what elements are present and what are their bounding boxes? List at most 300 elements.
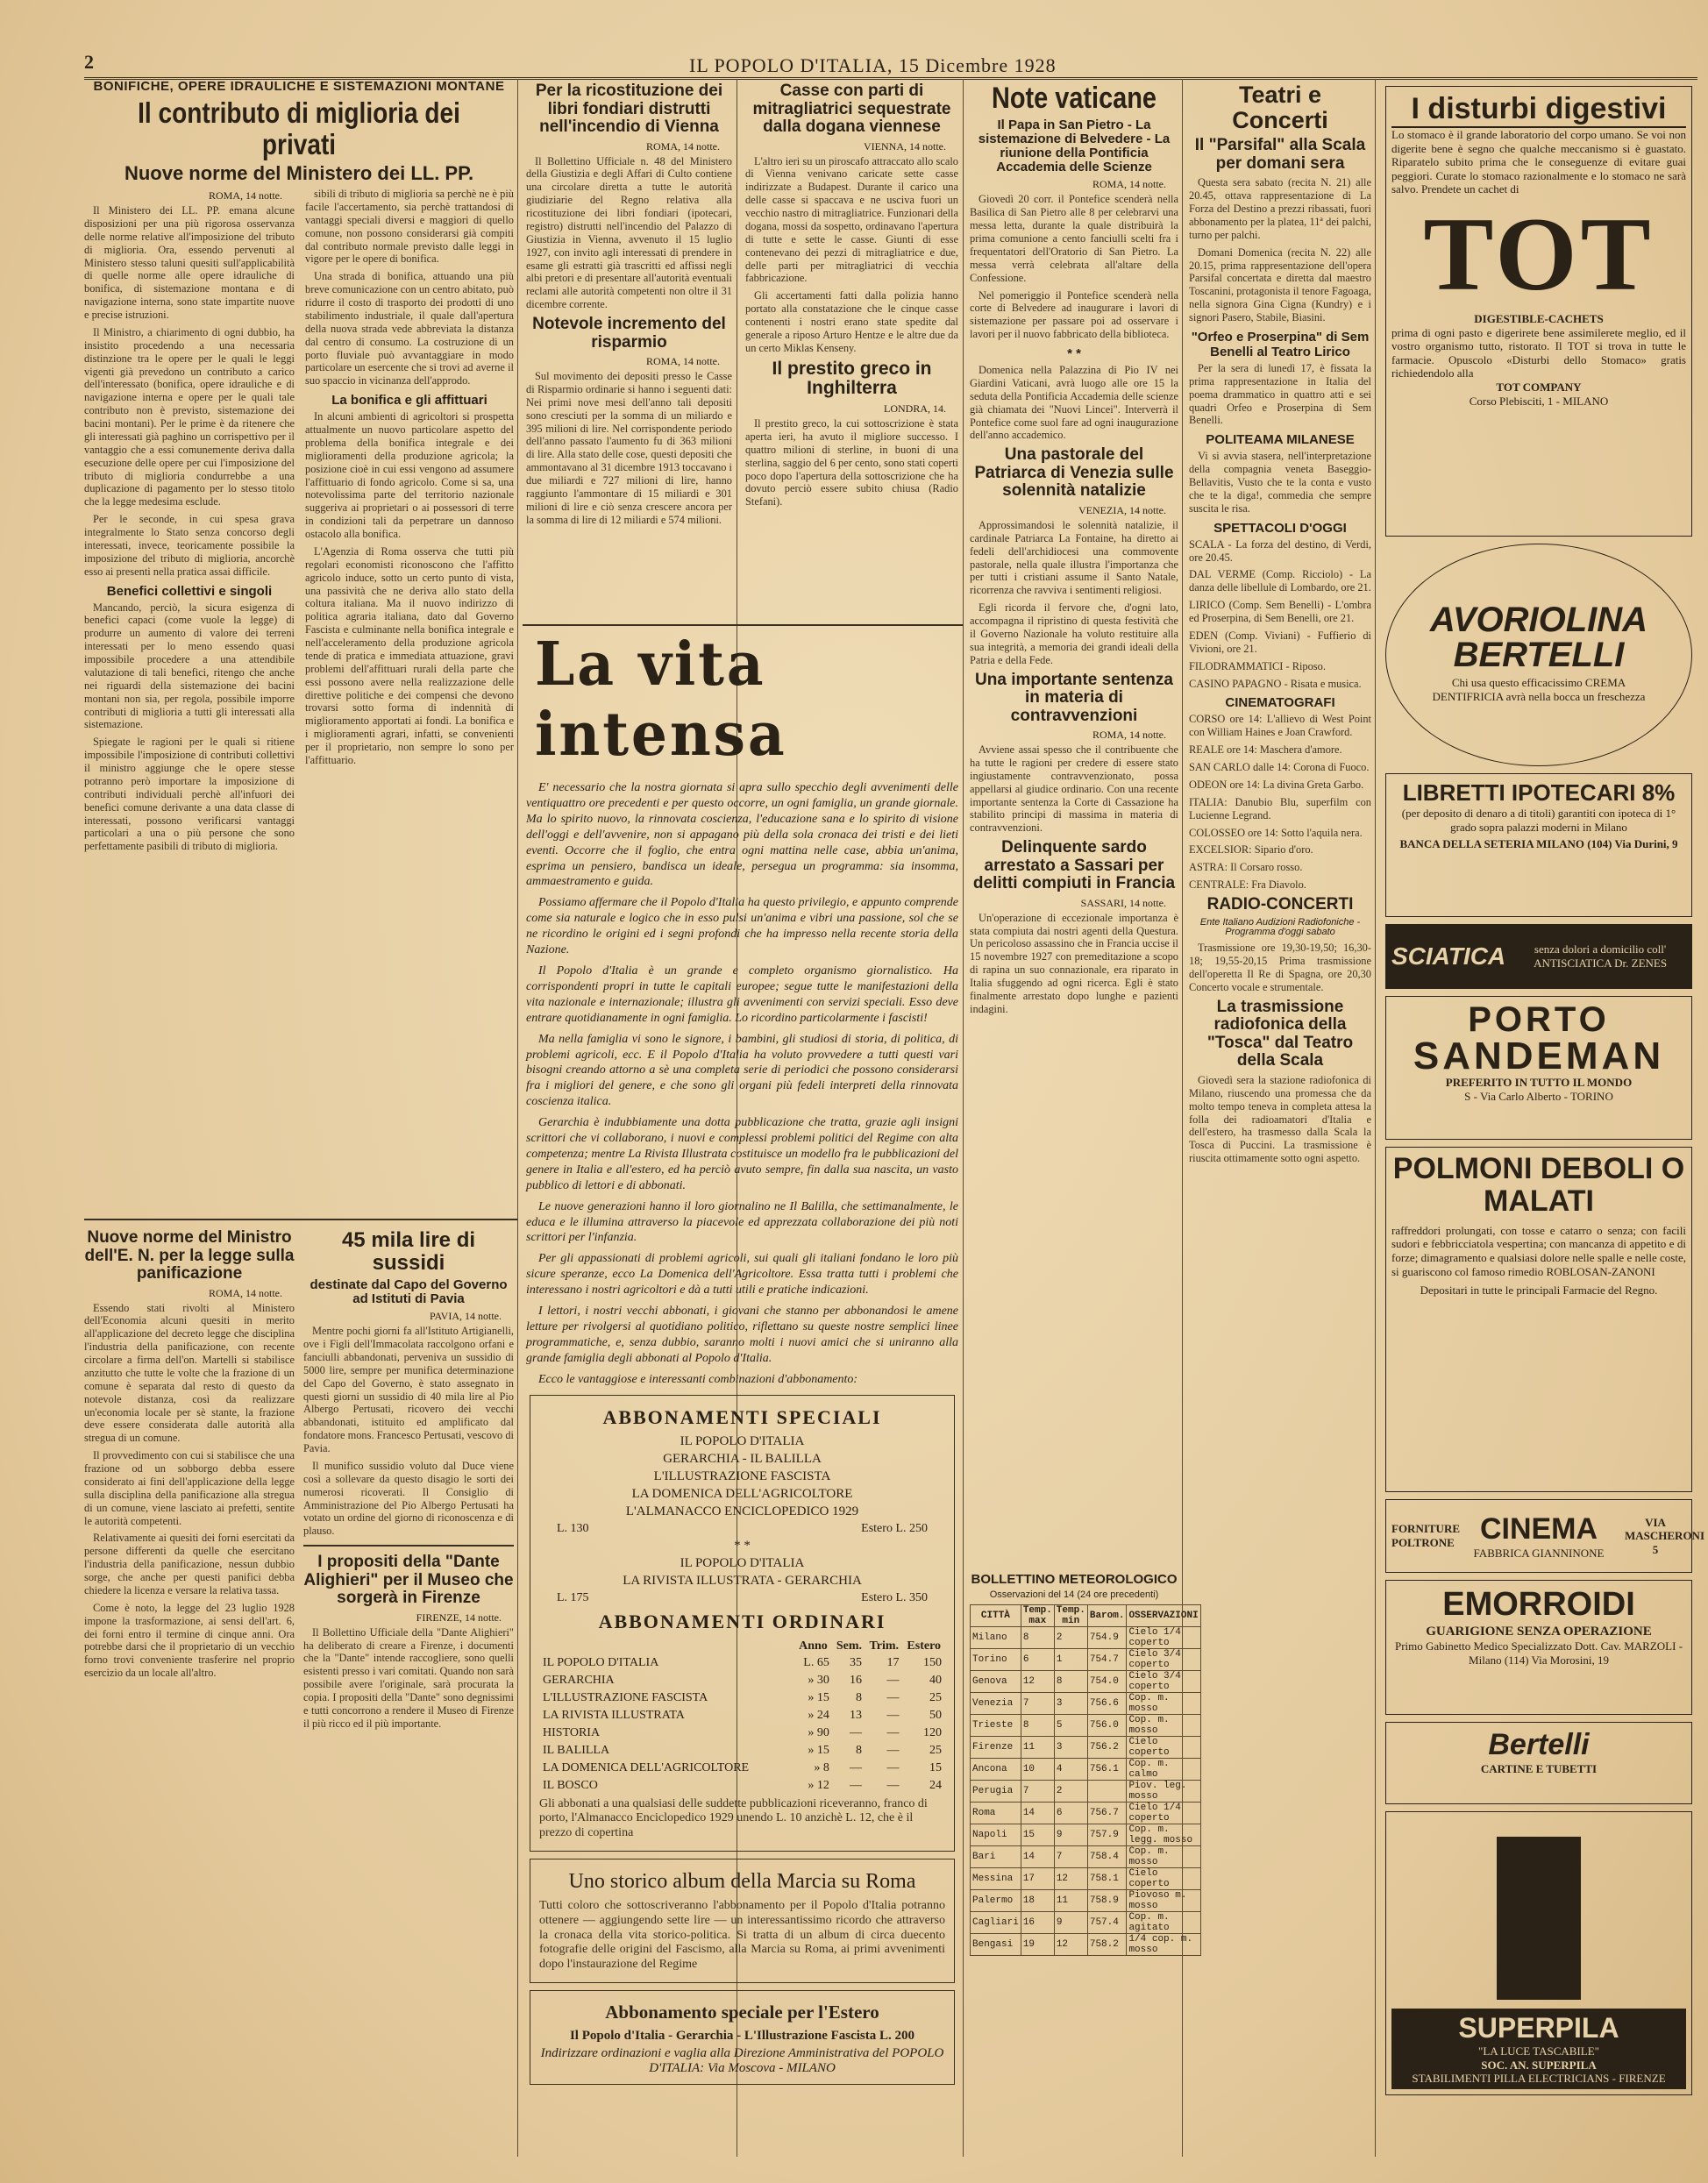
subheadline: Ente Italiano Audizioni Radiofoniche - Programma d'oggi sabato xyxy=(1199,916,1361,938)
headline: Una importante sentenza in materia di contravvenzioni xyxy=(975,670,1173,725)
ad-polmoni xyxy=(1385,1147,1692,1492)
paragraph: Il Popolo d'Italia è un grande e completo organismo giornalistico. Ha corrispondenti propri in tutte le capitali europee; segue tutte le manifestazioni della vita nazionale e internazionale; illustra gli avvenimenti con servizi speciali. Esso deve entrare quotidianamente in ogni famiglia. Lo ricordino particolarmente i fascisti! xyxy=(526,964,958,1025)
table-row xyxy=(539,1707,945,1724)
headline: Una pastorale del Patriarca di Venezia sulle solennità natalizie xyxy=(974,445,1174,501)
table-cell: Piovoso m. mosso xyxy=(1127,1890,1200,1912)
table-cell: 1/4 cop. m. mosso xyxy=(1127,1934,1200,1956)
table-cell: 9 xyxy=(1054,1912,1087,1934)
table-cell: 754.9 xyxy=(1087,1627,1127,1649)
table-cell: 756.6 xyxy=(1087,1693,1127,1715)
dateline: PAVIA, 14 notte. xyxy=(429,1310,502,1323)
table-row xyxy=(971,1912,1201,1934)
ad-address: VIA MASCHERONI 5 xyxy=(1625,1515,1705,1556)
table-row xyxy=(971,1649,1201,1671)
feature-title: La vita intensa xyxy=(535,629,787,770)
price-row xyxy=(539,1591,945,1605)
dateline: ROMA, 14 notte. xyxy=(646,139,720,153)
paragraph: Tutti coloro che sottoscriveranno l'abbonamento per il Popolo d'Italia potranno ottenere — aggiungendo sette lire — un interessantissimo ricordo che attraverso la cronaca della vita storico-politica. Si tratta di un album di circa duecento fotografie delle origini del Fascismo, alla Marcia su Roma, ai primi avvenimenti dopo l'instaurazione del Regime xyxy=(539,1899,945,1972)
table-cell: L. 65 xyxy=(803,1655,829,1669)
subheadline: Nuove norme del Ministero dei LL. PP. xyxy=(124,162,474,185)
paragraph: Per gli appassionati di problemi agricoli, sui quali gli italiani fondano le loro più sicure speranze, ecco La Domenica dell'Agricoltore. Essa tratta tutti i problemi che interessano i nostri agricoltori e dà a tutti utili e pratiche indicazioni. xyxy=(526,1252,958,1298)
paragraph: Vi si avvia stasera, nell'interpretazione della compagnia veneta Baseggio-Bellavitis, Vusto che te la conta e vusto che te la diga!, commedia che sempre suscita le risa. xyxy=(1189,450,1371,515)
paragraph: Il provvedimento con cui si stabilisce che una frazione od un sobborgo debba essere considerato ai fini dell'applicazione della legge sulla disciplina della panificazione alla stregua di un comune, viene lasciato ai prefetti, sentite le autorità competenti. xyxy=(84,1449,295,1527)
ad-text: senza dolori a domicilio coll' ANTISCIATICA Dr. ZENES xyxy=(1534,942,1668,970)
paragraph: Il Bollettino Ufficiale n. 48 del Ministero della Giustizia e degli Affari di Culto contiene una circolare diretta a tutte le autorità giudiziarie del Regno relativa alla ricostituzione dei libri fondiari (ipotecari, registro) distrutti nell'incendio del Palazzo di Giustizia in Vienna, avvenuto il 15 luglio 1927, con invito agli interessati di prendere in esame gli estratti già trascritti ed affissi negli albi pretori e di presentare all'autorità eventuali reclami alle autorità competenti non oltre il 31 dicembre corrente. xyxy=(526,154,732,311)
ad-brand: Bertelli xyxy=(1488,1728,1590,1761)
table-cell: HISTORIA xyxy=(543,1725,601,1739)
show-item: DAL VERME (Comp. Ricciolo) - La danza delle libellule di Lombardo, ore 21. xyxy=(1189,568,1371,594)
special-item: L'ILLUSTRAZIONE FASCISTA xyxy=(653,1468,831,1483)
table-row xyxy=(971,1759,1201,1781)
table-cell: Genova xyxy=(971,1671,1021,1693)
table-cell: Cagliari xyxy=(971,1912,1021,1934)
column-header: CITTÀ xyxy=(971,1605,1021,1627)
table-cell: Cop. m. legg. mosso xyxy=(1127,1824,1200,1846)
paragraph: Possiamo affermare che il Popolo d'Italia ha questo privilegio, e appunto comprende come sia naturale e logico che in esso pulsi un'anima e vibri una passione, sol che se ne ricordino le origini ed i segni profondi che ha impresso nella recente storia della Nazione. xyxy=(526,896,958,957)
paragraph: Giovedì sera la stazione radiofonica di Milano, riuscendo una promessa che da molto tempo teneva in completa attesa la folla dei radioamatori d'Italia e dell'estero, ha trasmesso dalla Scala la Tosca di Puccini. La trasmissione è riuscita ottimamente sotto ogni aspetto. xyxy=(1189,1073,1371,1165)
separator-stars: * * xyxy=(1067,346,1081,362)
table-cell: 14 xyxy=(1021,1803,1054,1824)
show-item: FILODRAMMATICI - Riposo. xyxy=(1189,659,1326,672)
paragraph: Avviene assai spesso che il contribuente che ha tutte le ragioni per credere di essere stato ingiustamente contravvenzionato, possa appellarsi al giudice ordinario. Con una recente importante sentenza la Corte di Cassazione ha stabilito principi di massima in materia di contravvenzioni. xyxy=(970,743,1178,835)
note: Gli abbonati a una qualsiasi delle suddette pubblicazioni riceveranno, franco di porto, l'Almanacco Enciclopedico 1929 unendo L. 10 anzichè L. 12, che è il prezzo di copertina xyxy=(539,1796,928,1840)
ad-tagline: CARTINE E TUBETTI xyxy=(1480,1762,1598,1775)
table-cell: 40 xyxy=(929,1673,942,1687)
table-cell: 758.2 xyxy=(1087,1934,1127,1956)
column-header: Anno xyxy=(799,1639,828,1653)
column-vatican-news xyxy=(970,79,1178,1561)
table-cell: 10 xyxy=(1021,1759,1054,1781)
special-item: LA RIVISTA ILLUSTRATA - GERARCHIA xyxy=(623,1573,862,1588)
table-cell: — xyxy=(886,1690,900,1704)
table-cell: 6 xyxy=(1054,1803,1087,1824)
table-cell: » 24 xyxy=(808,1708,829,1722)
paragraph: Gli accertamenti fatti dalla polizia hanno portato alla constatazione che le cinque casse contenenti i nostri erano state spedite dal generale a riposo Arturo Hentze e le altre due da un certo Miklas Kenseny. xyxy=(745,289,958,354)
ad-brand: AVORIOLINA BERTELLI xyxy=(1429,601,1648,675)
table-row xyxy=(971,1693,1201,1715)
special-item: IL POPOLO D'ITALIA xyxy=(680,1555,805,1570)
special-item: GERARCHIA - IL BALILLA xyxy=(663,1451,822,1466)
paragraph: Egli ricorda il fervore che, d'ogni lato, accompagna il ripristino di questa festività che il Governo Nazionale ha voluto restituire alla sua integrità, a memoria dei grandi ideali della Patria e della Fede. xyxy=(970,601,1178,666)
ad-subtitle: GUARIGIONE SENZA OPERAZIONE xyxy=(1426,1625,1652,1639)
table-cell: 6 xyxy=(1021,1649,1054,1671)
table-cell: Cop. m. mosso xyxy=(1127,1693,1200,1715)
table-cell: 25 xyxy=(929,1743,942,1757)
dateline: LONDRA, 14. xyxy=(884,402,946,416)
subhead: La bonifica e gli affittuari xyxy=(331,393,487,409)
table-cell: 24 xyxy=(929,1778,942,1792)
paragraph: Relativamente ai quesiti dei forni esercitati da persone differenti da quelle che esercitano l'industria della panificazione, nessun dubbio sorge, che anche per questi panifici debba chiedere la licenza e versare la relativa tassa. xyxy=(84,1532,295,1596)
table-cell: 17 xyxy=(886,1655,900,1669)
paragraph: I lettori, i nostri vecchi abbonati, i giovani che stanno per abbonandosi le amene letture per rivolgersi al quotidiano politico, riflettano su queste nostre semplici linee programmatiche, e, senza dubbio, saranno molti i nuovi amici che si uniranno alla grande famiglia degli abbonati al Popolo d'Italia. xyxy=(526,1305,958,1365)
table-cell: Milano xyxy=(971,1627,1021,1649)
ad-tagline: DIGESTIBLE-CACHETS xyxy=(1474,311,1604,325)
table-row xyxy=(539,1672,945,1689)
column-rule xyxy=(1375,79,1376,2157)
dateline: ROMA, 14 notte. xyxy=(1092,729,1166,742)
table-row xyxy=(971,1890,1201,1912)
paragraph: Per la sera di lunedì 17, è fissata la prima rappresentazione in Italia del poema drammatico in quattro atti e sei quadri Orfeo e Proserpina di Sem Benelli. xyxy=(1189,361,1371,427)
subscription-table xyxy=(539,1639,945,1795)
weather-table xyxy=(970,1604,1201,1956)
headline: Casse con parti di mitragliatrici sequestrate dalla dogana viennese xyxy=(752,82,951,137)
table-cell: 756.1 xyxy=(1087,1759,1127,1781)
headline: Il prestito greco in Inghilterra xyxy=(772,358,932,399)
table-cell: » 15 xyxy=(808,1690,829,1704)
table-cell: — xyxy=(850,1760,863,1774)
dateline: SASSARI, 14 notte. xyxy=(1080,896,1166,909)
dateline: VENEZIA, 14 notte. xyxy=(1078,503,1166,516)
headline: I propositi della "Dante Alighieri" per il Museo che sorgerà in Firenze xyxy=(303,1553,514,1608)
table-cell: 18 xyxy=(1021,1890,1054,1912)
column-header: Sem. xyxy=(836,1639,863,1653)
table-cell: 1 xyxy=(1054,1649,1087,1671)
table-cell: 8 xyxy=(1021,1715,1054,1737)
table-cell: 13 xyxy=(850,1708,863,1722)
box-heading: Uno storico album della Marcia su Roma xyxy=(568,1870,916,1894)
page-number: 2 xyxy=(84,51,94,73)
show-item: EDEN (Comp. Viviani) - Fuffierio di Vivioni, ore 21. xyxy=(1189,629,1371,655)
rule xyxy=(84,1219,517,1220)
table-cell: — xyxy=(886,1673,900,1687)
table-cell: Bari xyxy=(971,1846,1021,1868)
paragraph: sibili di tributo di miglioria sa perchè ne è più facile l'accertamento, sia perchè trattandosi di vantaggi speciali diversi e maggiori di quello comune, non possono considerarsi già compiti dal contributo normale previsto dalle leggi in vigore per le opere di bonifica. xyxy=(305,188,514,266)
column-rule xyxy=(963,79,964,2157)
separator-stars: * * xyxy=(734,1538,751,1553)
table-cell: Cop. m. mosso xyxy=(1127,1846,1200,1868)
headline: La trasmissione radiofonica della "Tosca" dal Teatro della Scala xyxy=(1206,997,1354,1070)
article-libri-fondiari xyxy=(526,79,732,693)
table-cell: Torino xyxy=(971,1649,1021,1671)
box-heading: Abbonamento speciale per l'Estero xyxy=(605,2002,879,2023)
paragraph: Come è noto, la legge del 23 luglio 1928 impone la trasformazione, ai sensi dell'art. 6, dei forni entro il termine di cinque anni. Ora potrebbe darsi che il proprietario di un vecchio forno trovi conveniente trasferire nel proprio esercizio da un locale all'altro. xyxy=(84,1601,295,1680)
show-item: CASINO PAPAGNO - Risata e musica. xyxy=(1189,677,1362,690)
table-cell: 14 xyxy=(1021,1846,1054,1868)
table-cell: 756.2 xyxy=(1087,1737,1127,1759)
cinema-item: ITALIA: Danubio Blu, superfilm con Lucienne Legrand. xyxy=(1189,795,1371,821)
ad-brand-line: PORTO xyxy=(1468,1000,1610,1039)
table-cell: — xyxy=(850,1778,863,1792)
table-cell: 12 xyxy=(1054,1868,1087,1890)
table-cell: L'ILLUSTRAZIONE FASCISTA xyxy=(543,1690,708,1704)
article-contributo-miglioria xyxy=(84,79,514,1214)
ad-title: LIBRETTI IPOTECARI 8% xyxy=(1402,779,1676,806)
ad-superpila xyxy=(1385,1811,1692,2095)
rule xyxy=(523,624,963,626)
table-cell: Napoli xyxy=(971,1824,1021,1846)
table-cell: 754.0 xyxy=(1087,1671,1127,1693)
table-cell: Cop. m. calmo xyxy=(1127,1759,1200,1781)
table-cell: » 30 xyxy=(808,1673,829,1687)
table-cell: 7 xyxy=(1021,1781,1054,1803)
rule xyxy=(303,1545,514,1547)
column-header: Temp. min xyxy=(1054,1605,1087,1627)
table-row xyxy=(971,1824,1201,1846)
subhead: POLITEAMA MILANESE xyxy=(1206,432,1355,448)
abroad-box xyxy=(530,1990,955,2085)
paragraph: Il Ministro, a chiarimento di ogni dubbio, ha insistito procedendo a una necessaria distinzione tra le opere per le quali le leggi vigenti già prevedono un contributo a carico dell'interessato (bonifica, opere idrauliche e di navigazione interna e opere per le quali tale contributo non è previsto, sistemazione dei bacini montani). Per le prime è da ritenere che gli interessati già paghino un corrispettivo per il vantaggio che a essi comunemente deriva dalla esecuzione delle opere per cui l'imposizione del tributo di miglioria condurrebbe a una duplicazione di pagamento per lo stesso titolo che la legge medesima esclude. xyxy=(84,325,295,508)
table-cell: 756.7 xyxy=(1087,1803,1127,1824)
paragraph: In alcuni ambienti di agricoltori si prospetta attualmente un nuovo particolare aspetto del problema della bonifica integrale e dei miglioramenti della produzione agricola; la posizione cioè in cui essi vengono ad assumere l'affittuario di fondo agricolo. Come si sa, una notevolissima parte del territorio nazionale suggeriva ai proprietari o ai possessori di terre in condizioni tali da perpetrare un dannoso ostacolo alla bonifica. xyxy=(305,410,514,540)
headline: 45 mila lire di sussidi xyxy=(341,1228,476,1275)
ad-avoriolina xyxy=(1385,544,1692,766)
ad-tot xyxy=(1385,86,1692,537)
paragraph: Gerarchia è indubbiamente una dotta pubblicazione che tratta, grazie agli insigni scrittori che vi collaborano, i nuovi e complessi problemi politici del Regime con alta competenza; mentre La Rivista Illustrata costituisce un modello fra le pubblicazioni del genere in Italia e all'estero, ed ha perciò avuto sempre, fin dalla sua nascita, un vasto pubblico di lettori e di abbonati. xyxy=(526,1116,958,1192)
paragraph: E' necessario che la nostra giornata si apra sullo specchio degli avvenimenti delle ventiquattro ore precedenti e per questo occorre, un ogni famiglia, un grande giornale. Ma lo spirito nuovo, la rinnovata coscienza, l'educazione sana e lo spirito di visione dell'oggi e dell'avvenire, non si appagano più della sola cronaca dei tristi e dei lieti eventi. Occorre che il foglio, che entra ogni mattina nelle case, abbia un'anima, esprima un pensiero, bandisca un ideale, persegua un programma: sia insomma, ammaestramento e guida. xyxy=(526,781,958,889)
column-theatre xyxy=(1189,79,1371,2165)
section-kicker: BONIFICHE, OPERE IDRAULICHE E SISTEMAZIONI MONTANE xyxy=(93,79,505,94)
table-cell: 758.9 xyxy=(1087,1890,1127,1912)
special-list xyxy=(539,1556,945,1589)
table-cell: 11 xyxy=(1021,1737,1054,1759)
table-cell: 754.7 xyxy=(1087,1649,1127,1671)
show-item: LIRICO (Comp. Sem Benelli) - L'ombra ed Proserpina, di Sem Benelli, ore 21. xyxy=(1189,599,1371,625)
ad-address: Corso Plebisciti, 1 - MILANO xyxy=(1469,394,1609,408)
table-cell: 9 xyxy=(1054,1824,1087,1846)
price: L. 130 xyxy=(557,1521,589,1535)
dateline: VIENNA, 14 notte. xyxy=(864,139,946,153)
ad-text: raffreddori prolungati, con tosse e catarro o senza; con facili sudori e febbricciatola vespertina; con mancanza di appetito e di forze; dimagramento e qualsiasi dolore nelle spalle e nelle coste, si guariscono col famoso rimedio ROBLOSAN-ZANONI xyxy=(1391,1223,1686,1278)
paragraph: Approssimandosi le solennità natalizie, il cardinale Patriarca La Fontaine, ha diretto ai fedeli dell'archidiocesi una commovente pastorale, nella quale illustra l'importanza che per tutti i cristiani assume il Santo Natale, ricorrenza che ravviva i sentimenti religiosi. xyxy=(970,518,1178,597)
table-cell: Cielo 3/4 coperto xyxy=(1127,1649,1200,1671)
table-cell: IL POPOLO D'ITALIA xyxy=(543,1655,659,1669)
table-cell: Cielo coperto xyxy=(1127,1737,1200,1759)
table-cell: 758.4 xyxy=(1087,1846,1127,1868)
table-cell: 16 xyxy=(850,1673,863,1687)
ad-sciatica xyxy=(1385,924,1692,989)
table-cell: Cop. m. agitato xyxy=(1127,1912,1200,1934)
paragraph: Un'operazione di eccezionale importanza è stata compiuta dai nostri agenti della Questura. Un pericoloso assassino che in Francia uccise il 15 novembre 1927 con premeditazione a scopo di rapina un suo connazionale, era riparato in Italia sfuggendo ad ogni ricerca. Egli è stato finalmente arrestato dopo lunghe e pazienti indagini. xyxy=(970,911,1178,1015)
headline: RADIO-CONCERTI xyxy=(1206,895,1354,914)
paragraph: Il Ministero dei LL. PP. emana alcune disposizioni per una più rigorosa osservanza delle norme relative all'imposizione del tributo di miglioria. Ora, essendo pervenuti al Ministero stesso taluni quesiti sull'applicabilità di quelle norme alle opere idrauliche di bonifica, di sistemazione montana e di navigazione interna, sono state impartite nuove e precise istruzioni. xyxy=(84,204,295,321)
table-cell: 8 xyxy=(1054,1671,1087,1693)
cinema-item: CORSO ore 14: L'allievo di West Point con William Haines e Joan Crawford. xyxy=(1189,713,1371,739)
table-cell: 12 xyxy=(1054,1934,1087,1956)
special-item: LA DOMENICA DELL'AGRICOLTORE xyxy=(631,1486,853,1501)
table-cell: Cielo 1/4 coperto xyxy=(1127,1803,1200,1824)
ad-brand: CINEMA xyxy=(1479,1511,1598,1546)
table-cell: 756.0 xyxy=(1087,1715,1127,1737)
ad-company: FABBRICA GIANNINONE xyxy=(1473,1546,1605,1560)
ads-column xyxy=(1380,79,1705,2165)
show-item: SCALA - La forza del destino, di Verdi, ore 20.45. xyxy=(1189,537,1371,564)
paragraph: Ma nella famiglia vi sono le signore, i bambini, gli studiosi di storia, di politica, di problemi agricoli, ecc. E il Popolo d'Italia ha voluto provvedere a tutti questi vari bisogni creando attorno a sè una completa serie di periodici che possono considerarsi fra i migliori del genere, e che sono gli organi più fedeli interpreti della rinnovata coscienza italica. xyxy=(526,1032,958,1109)
table-row xyxy=(539,1777,945,1795)
table-cell: Ancona xyxy=(971,1759,1021,1781)
special-item: L'ALMANACCO ENCICLOPEDICO 1929 xyxy=(625,1504,859,1518)
table-cell: — xyxy=(850,1725,863,1739)
dateline: ROMA, 14 notte. xyxy=(209,1286,282,1299)
ad-emorroidi xyxy=(1385,1580,1692,1715)
paragraph: Domenica nella Palazzina di Pio IV nei Giardini Vaticani, avrà luogo alle ore 15 la seduta della Pontificia Accademia delle scienze già chiamata dei "Nuovi Lincei". Interverrà il Pontefice come suol fare ad ogni inaugurazione dell'anno accademico. xyxy=(970,364,1178,442)
ad-text: Primo Gabinetto Medico Specializzato Dott. Cav. MARZOLI - Milano (114) Via Morosini, 19 xyxy=(1394,1639,1683,1667)
cinema-item: SAN CARLO dalle 14: Corona di Fuoco. xyxy=(1189,761,1370,774)
dateline: ROMA, 14 notte. xyxy=(646,355,720,368)
subhead: CINEMATOGRAFI xyxy=(1225,695,1335,711)
subhead: SPETTACOLI D'OGGI xyxy=(1213,520,1347,536)
table-cell: 2 xyxy=(1054,1781,1087,1803)
special-item: IL POPOLO D'ITALIA xyxy=(680,1433,805,1448)
paragraph: Spiegate le ragioni per le quali si ritiene impossibile l'imposizione di contributi collettivi il ministro aggiunge che le opere stesse potranno però importare la imposizione di contributi individuali perchè all'infuori dei benefici comune derivante a una data classe di interessati, possono verificarsi vantaggi particolari a una o più persone che sono perfettamente pasibili di tributo di miglioria. xyxy=(84,736,295,853)
table-cell: IL BALILLA xyxy=(543,1743,610,1757)
ad-text: Chi usa questo efficacissimo CREMA DENTIFRICIA avrà nella bocca un freschezza xyxy=(1432,676,1646,703)
table-row xyxy=(539,1742,945,1760)
paragraph: Ecco le vantaggiose e interessanti combinazioni d'abbonamento: xyxy=(538,1372,858,1386)
headline: Note vaticane xyxy=(992,82,1156,115)
ad-text: Lo stomaco è il grande laboratorio del corpo umano. Se voi non digerite bene è segno che qualche meccanismo si è guastato. Riparatelo subito prima che le conseguenze di evitare guai peggiori. Curate lo stomaco razionalmente e lo stomaco ne sarà salvo. Prendete un cachet di xyxy=(1391,128,1686,196)
paragraph: Per le seconde, in cui spesa grava integralmente lo Stato senza concorso degli interessati, invece, teoricamente possibile la imposizione del tributo di miglioria, ancorchè esso ai presenti nella pratica assai difficile. xyxy=(84,513,295,578)
subscription-box xyxy=(530,1395,955,1852)
headline: Teatri e Concerti xyxy=(1232,82,1328,134)
ad-brand: TOT xyxy=(1423,195,1655,312)
weather-title: BOLLETTINO METEOROLOGICO xyxy=(971,1572,1178,1587)
paragraph: Giovedì 20 corr. il Pontefice scenderà nella Basilica di San Pietro alle 8 per celebrarvi una messa letta, durante la quale distribuirà la prima comunione a cento fanciulli scelti fra i frequentatori dell'Oratorio di San Pietro. La messa verrà celebrata all'altare della Confessione. xyxy=(970,193,1178,284)
column-rule xyxy=(517,79,518,2157)
table-cell: 12 xyxy=(1021,1671,1054,1693)
cinema-item: CENTRALE: Fra Diavolo. xyxy=(1189,878,1306,892)
box-heading: ABBONAMENTI ORDINARI xyxy=(598,1610,886,1632)
paragraph: Nel pomeriggio il Pontefice scenderà nella corte di Belvedere ad inaugurare i lavori di sistemazione per passare poi ad osservare i lavori per il nuovo fabbricato della biblioteca. xyxy=(970,288,1178,341)
table-cell: 2 xyxy=(1054,1627,1087,1649)
table-row xyxy=(971,1627,1201,1649)
paragraph: Il Bollettino Ufficiale della "Dante Alighieri" ha deliberato di creare a Firenze, i documenti che la "Dante" intende raccogliere, sono quelli esistenti presso i vari comitati. Quando non sarà possibile avere l'originale, sarà procurata la copia. I propositi della "Dante" sono degnissimi e tutti concorrono a rendere il Museo di Firenze il più ricco ed il più importante. xyxy=(303,1625,514,1730)
table-row xyxy=(539,1654,945,1672)
table-row xyxy=(971,1803,1201,1824)
table-cell: » 15 xyxy=(808,1743,829,1757)
column-header: Estero xyxy=(907,1639,942,1653)
headline: Per la ricostituzione dei libri fondiari distrutti nell'incendio di Vienna xyxy=(535,82,723,137)
ad-brand: SUPERPILA xyxy=(1458,2012,1619,2044)
price-row xyxy=(539,1522,945,1536)
table-cell: 15 xyxy=(929,1760,942,1774)
ad-bertelli-cartine xyxy=(1385,1722,1692,1804)
shows-list xyxy=(1189,538,1371,691)
table-cell: IL BOSCO xyxy=(543,1778,598,1792)
table-cell: 8 xyxy=(856,1690,863,1704)
table-cell: 7 xyxy=(1054,1846,1087,1868)
paragraph: Il munifico sussidio voluto dal Duce viene così a sollevare da questo disagio le sorti dei numerosi ricoverati. Il Consiglio di Amministrazione del Pio Albergo Pertusati ha votato un ordine del giorno di riconoscenza e di plauso. xyxy=(303,1459,514,1538)
table-cell: » 12 xyxy=(808,1778,829,1792)
table-cell: 16 xyxy=(1021,1912,1054,1934)
table-cell: Roma xyxy=(971,1803,1021,1824)
column-header: OSSERVAZIONI xyxy=(1127,1605,1200,1627)
ad-title: SCIATICA xyxy=(1391,942,1506,970)
table-row xyxy=(539,1760,945,1777)
table-cell: 5 xyxy=(1054,1715,1087,1737)
paragraph: Questa sera sabato (recita N. 21) alle 20.45, ottava rappresentazione di La Forza del Destino a prezzi ribassati, fuori abbonamento per la platea, 11ª dei palchi, turno per palchi. xyxy=(1189,176,1371,241)
table-cell: — xyxy=(886,1708,900,1722)
ad-tagline: "LA LUCE TASCABILE" xyxy=(1478,2044,1599,2059)
table-cell: — xyxy=(886,1760,900,1774)
table-cell: 8 xyxy=(856,1743,863,1757)
table-cell: Cop. m. mosso xyxy=(1127,1715,1200,1737)
table-cell: 120 xyxy=(923,1725,942,1739)
ad-title: EMORROIDI xyxy=(1442,1586,1635,1623)
ad-company: TOT COMPANY xyxy=(1496,380,1582,394)
paragraph: L'altro ieri su un piroscafo attraccato allo scalo di Vienna venivano caricate sette casse indirizzate a Budapest. Durante il carico una delle casse si spaccava e ne usciva fuori un vecchio nastro di mitragliatrice. Funzionari della dogana, mossi da sospetto, ordinavano l'apertura di tutte e sette le casse. Giunti di esse contenevano dei pezzi di mitragliatrice e due, delle parti per mitragliatrici di vecchia fabbricazione. xyxy=(745,154,958,285)
article-sussidi-pavia xyxy=(303,1226,514,2164)
dateline: ROMA, 14 notte. xyxy=(1092,178,1166,191)
table-row xyxy=(971,1868,1201,1890)
headline: Il contributo di miglioria dei privati xyxy=(138,96,460,160)
table-cell: 25 xyxy=(929,1690,942,1704)
table-cell xyxy=(1087,1781,1127,1803)
page-header xyxy=(84,51,1697,80)
dateline: ROMA, 14 notte. xyxy=(209,189,282,202)
table-cell: Trieste xyxy=(971,1715,1021,1737)
table-cell: — xyxy=(886,1778,900,1792)
table-cell: Perugia xyxy=(971,1781,1021,1803)
table-cell: 757.9 xyxy=(1087,1824,1127,1846)
cinema-list xyxy=(1189,713,1371,892)
ad-libretti xyxy=(1385,773,1692,917)
table-cell: Bengasi xyxy=(971,1934,1021,1956)
table-cell: 150 xyxy=(923,1655,942,1669)
headline: Delinquente sardo arrestato a Sassari per delitti compiuti in Francia xyxy=(972,838,1176,893)
table-row xyxy=(539,1724,945,1742)
table-cell: » 8 xyxy=(814,1760,829,1774)
cinema-item: ODEON ore 14: La divina Greta Garbo. xyxy=(1189,778,1364,791)
cinema-item: COLOSSEO ore 14: Sotto l'aquila nera. xyxy=(1189,826,1363,839)
table-cell: — xyxy=(886,1725,900,1739)
table-row xyxy=(971,1737,1201,1759)
paragraph: Le nuove generazioni hanno il loro giornalino ne Il Balilla, che settimanalmente, le educa e le illumina attraverso la piacevole ed apprezzata collaborazione dei più noti scrittori per l'infanzia. xyxy=(526,1199,958,1245)
table-cell: LA DOMENICA DELL'AGRICOLTORE xyxy=(543,1760,750,1774)
cinema-item: REALE ore 14: Maschera d'amore. xyxy=(1189,743,1342,757)
table-row xyxy=(971,1781,1201,1803)
column-header: Temp. max xyxy=(1021,1605,1054,1627)
paragraph: Domani Domenica (recita N. 22) alle 20.15, prima rappresentazione dell'opera Parsifal concertata e diretta dal maestro Toscanini, protagonista il tenore Fagoaga, nella signora Gina Cigna (Kundry) e i signori Pasero, Stabile, Biasini. xyxy=(1189,245,1371,324)
table-cell: 19 xyxy=(1021,1934,1054,1956)
battery-icon xyxy=(1497,1837,1581,2000)
abroad-offer: Il Popolo d'Italia - Gerarchia - L'Illustrazione Fascista L. 200 xyxy=(569,2029,915,2043)
table-cell: 35 xyxy=(850,1655,863,1669)
ad-tagline: PREFERITO IN TUTTO IL MONDO xyxy=(1445,1076,1633,1089)
ad-address: Depositari in tutte le principali Farmacie del Regno. xyxy=(1420,1283,1658,1298)
ad-text: prima di ogni pasto e digerirete bene assimilerete meglio, ed il vostro organismo tutto, ristorato. Il TOT si trova in tutte le farmacie. Opuscolo «Disturbi dello Stomaco» gratis richiedendolo alla xyxy=(1391,325,1686,380)
footer-address: Indirizzare ordinazioni e vaglia alla Direzione Amministrativa del POPOLO D'ITALIA: Via Moscova - MILANO xyxy=(540,2046,944,2075)
table-row xyxy=(539,1689,945,1707)
table-cell: Cielo 3/4 coperto xyxy=(1127,1671,1200,1693)
ad-cinema xyxy=(1385,1499,1705,1573)
headline: Nuove norme del Ministro dell'E. N. per la legge sulla panificazione xyxy=(84,1228,295,1283)
table-row xyxy=(971,1715,1201,1737)
box-heading: ABBONAMENTI SPECIALI xyxy=(602,1405,882,1428)
table-cell: LA RIVISTA ILLUSTRATA xyxy=(543,1708,685,1722)
table-cell: GERARCHIA xyxy=(543,1673,615,1687)
ad-company: SOC. AN. SUPERPILA xyxy=(1481,2058,1597,2072)
price-abroad: Estero L. 350 xyxy=(861,1590,928,1604)
ad-company: BANCA DELLA SETERIA MILANO (104) Via Durini, 9 xyxy=(1399,837,1678,851)
table-cell: 757.4 xyxy=(1087,1912,1127,1934)
article-panificazione xyxy=(84,1226,295,2164)
subheadline: Il Papa in San Pietro - La sistemazione di Belvedere - La riunione della Pontificia Accademia delle Scienze xyxy=(978,117,1171,175)
ad-sandeman xyxy=(1385,996,1692,1140)
paragraph: Mentre pochi giorni fa all'Istituto Artigianelli, ove i Figli dell'Immacolata raccolgono orfani e fanciulli abbandonati, perveniva un sussidio di 5000 lire, sempre per munifica determinazione del Capo del Governo, è stato assegnato in questi giorni un sussidio di 40 mila lire al Pio Albergo Pertusati, ricovero dei vecchi abbandonati, istituito ed amplificato dal fondatore mons. Francesco Pertusati, vescovo di Pavia. xyxy=(303,1325,514,1455)
ad-text: (per deposito di denaro a di titoli) garantiti con ipoteca di 1° grado sopra palazzi moderni in Milano xyxy=(1401,807,1676,834)
table-cell: 3 xyxy=(1054,1737,1087,1759)
table-cell: 15 xyxy=(1021,1824,1054,1846)
article-mitragliatrici xyxy=(745,79,958,693)
subheadline: Il "Parsifal" alla Scala per domani sera xyxy=(1194,136,1366,173)
table-cell: Piov. leg. mosso xyxy=(1127,1781,1200,1803)
album-box xyxy=(530,1859,955,1983)
table-cell: Cielo 1/4 coperto xyxy=(1127,1627,1200,1649)
table-cell: Firenze xyxy=(971,1737,1021,1759)
subhead: Benefici collettivi e singoli xyxy=(106,583,273,599)
table-cell: — xyxy=(886,1743,900,1757)
table-cell: 11 xyxy=(1054,1890,1087,1912)
